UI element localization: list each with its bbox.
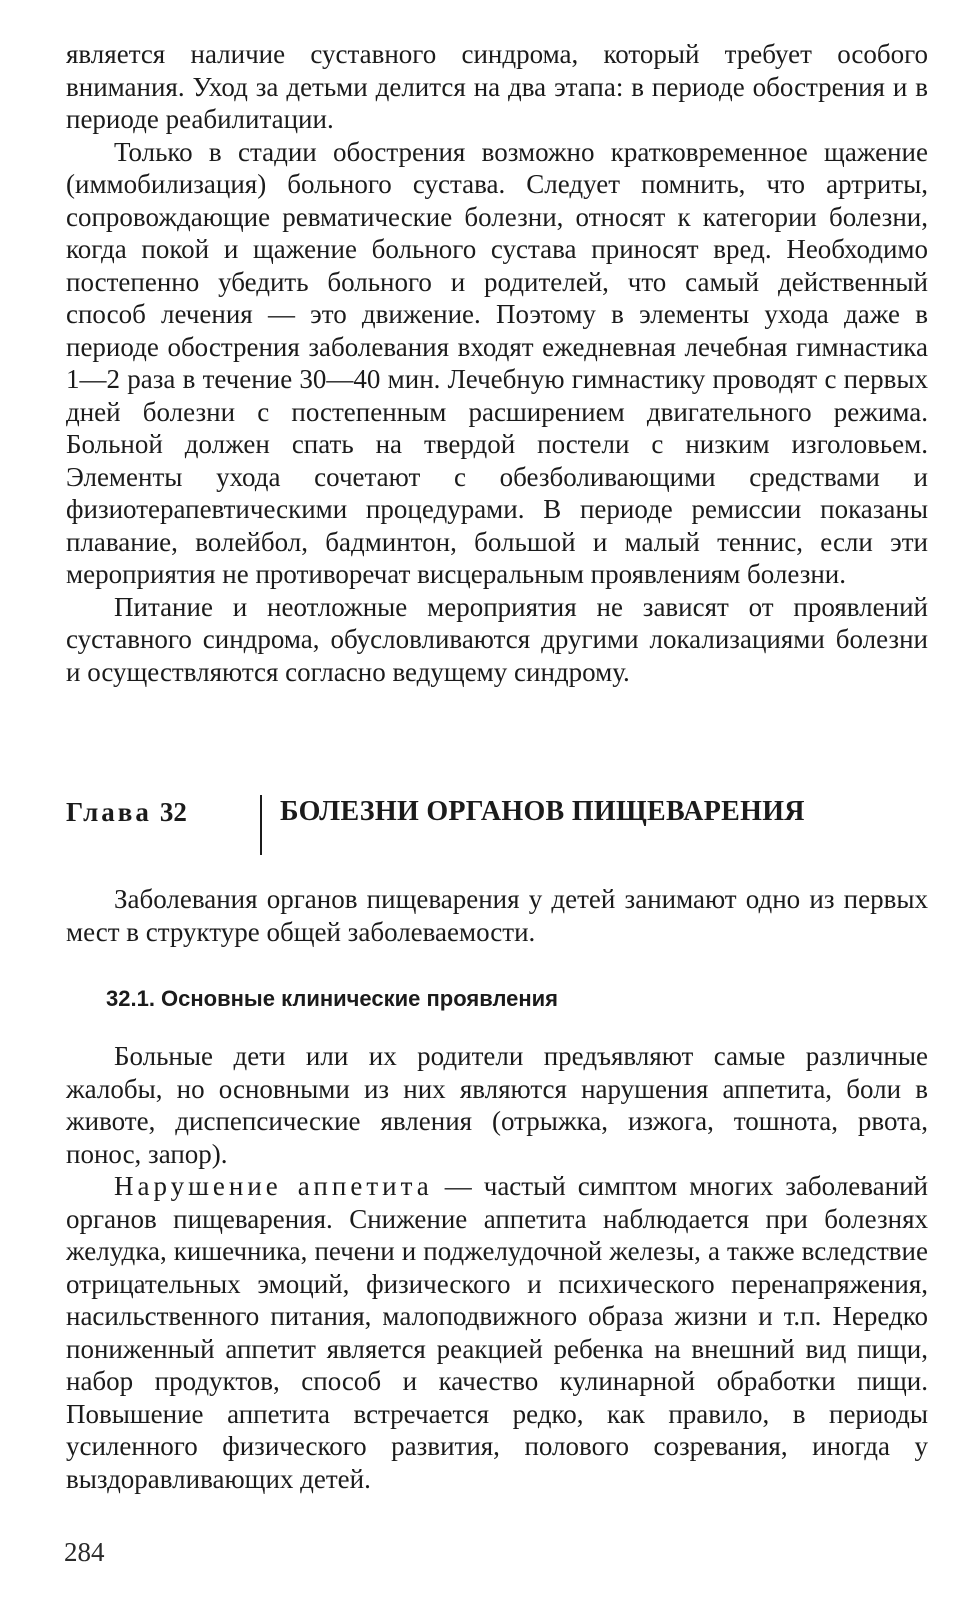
chapter-number: 32 bbox=[159, 797, 187, 827]
top-text-block bbox=[66, 38, 928, 688]
appetite-text: — частый симптом многих заболеваний органов пищеварения. Снижение аппетита наблюдается при болезнях желудка, кишечника, печени и поджелудочной железы, а также вследствие отрицательных эмоций, физического и психического перенапряжения, насильственного питания, малоподвижного образа жизни и т.п. Нередко пониженный аппетит является реакцией ребенка на внешний вид пищи, набор продуктов, способ и качество кулинарной обработки пищи. Повышение аппетита встречается редко, как правило, в периоды усиленного физического развития, полового созревания, иногда у выздоравливающих детей. bbox=[66, 1171, 928, 1494]
page-number: 284 bbox=[64, 1537, 105, 1567]
section-paragraph-complaints: Больные дети или их родители предъявляют самые различные жалобы, но основными из них являются нарушения аппетита, боли в животе, диспепсические явления (отрыжка, изжога, тошнота, рвота, понос, запор). bbox=[66, 1041, 928, 1169]
paragraph-continuation: является наличие суставного синдрома, который требует особого внимания. Уход за детьми делится на два этапа: в периоде обострения и в периоде реабилитации. bbox=[66, 39, 928, 134]
chapter-title: БОЛЕЗНИ ОРГАНОВ ПИЩЕВАРЕНИЯ bbox=[280, 796, 805, 827]
term-appetite: Нарушение аппетита bbox=[114, 1171, 433, 1201]
chapter-word: Глава bbox=[66, 797, 152, 827]
section-paragraph-appetite bbox=[66, 1170, 928, 1495]
chapter-intro bbox=[66, 883, 928, 948]
chapter-label bbox=[66, 793, 187, 831]
paragraph-nutrition: Питание и неотложные мероприятия не зависят от проявлений суставного синдрома, обусловливаются другими локализациями болезни и осуществляются согласно ведущему синдрому. bbox=[66, 591, 928, 687]
intro-paragraph: Заболевания органов пищеварения у детей занимают одно из первых мест в структуре общей заболеваемости. bbox=[66, 884, 928, 947]
paragraph-immobilization: Только в стадии обострения возможно кратковременное щажение (иммобилизация) больного сустава. Следует помнить, что артриты, сопровождающие ревматические болезни, относят к категории болезни, когда покой и щажение больного сустава приносят вред. Необходимо постепенно убедить больного и родителей, что самый действенный способ лечения — это движение. Поэтому в элементы ухода даже в периоде обострения заболевания входят ежедневная лечебная гимнастика 1—2 раза в течение 30—40 мин. Лечебную гимнастику проводят с первых дней болезни с постепенным расширением двигательного режима. Больной должен спать на твердой постели с низким изголовьем. Элементы ухода сочетают с обезболивающими средствами и физиотерапевтическими процедурами. В периоде ремиссии показаны плавание, волейбол, бадминтон, большой и малый теннис, если эти мероприятия не противоречат висцеральным проявлениям болезни. bbox=[66, 136, 928, 589]
chapter-heading bbox=[66, 793, 928, 863]
section-title: 32.1. Основные клинические проявления bbox=[106, 986, 559, 1011]
section-body bbox=[66, 1040, 928, 1495]
chapter-divider bbox=[260, 795, 262, 855]
